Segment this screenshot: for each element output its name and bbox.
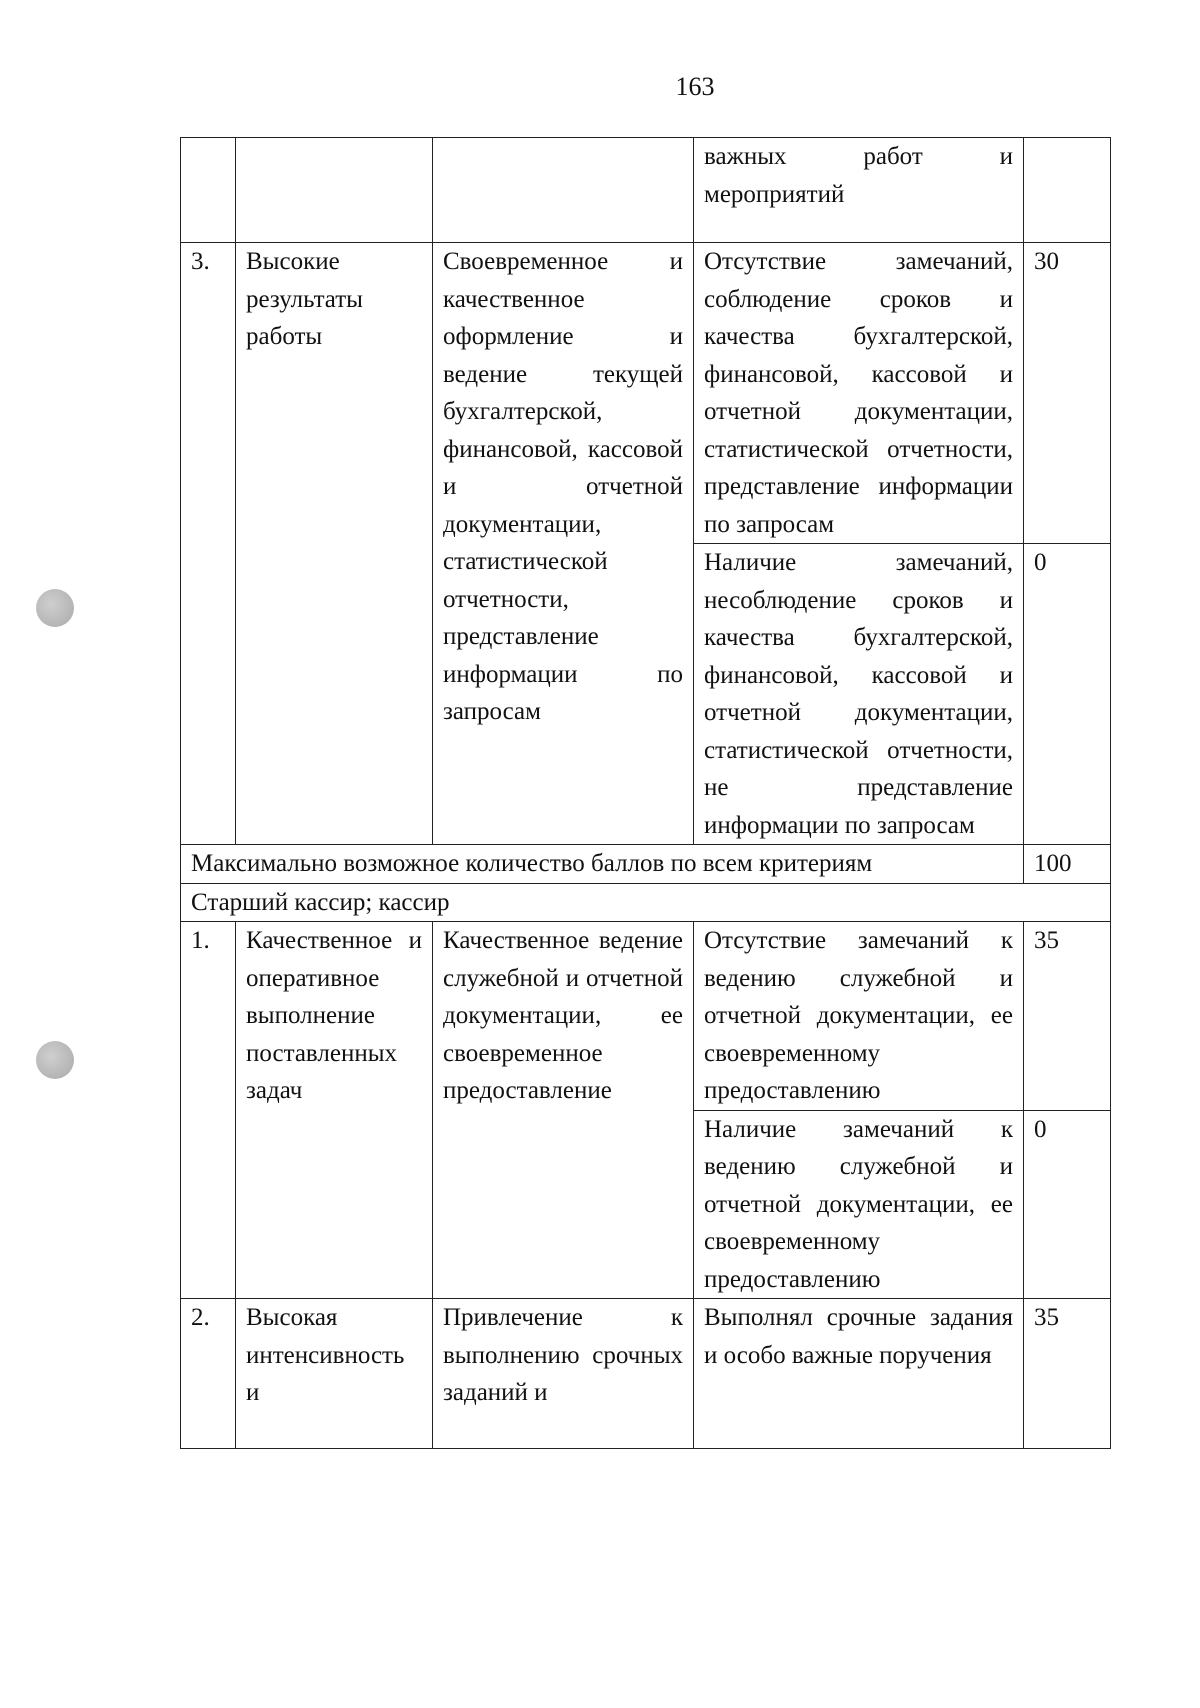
points-cell: 35 [1024,922,1111,1111]
indicator-cell: Наличие замечаний к ведению служебной и отчетной документации, ее своевременному предоставлению [694,1110,1024,1299]
points-cell: 0 [1024,1110,1111,1299]
criterion-cell: Высокая интенсивность и [236,1299,433,1449]
table-cell [433,138,694,243]
indicator-cell: Отсутствие замечаний к ведению служебной и отчетной документации, ее своевременному предоставлению [694,922,1024,1111]
points-cell: 35 [1024,1299,1111,1449]
description-cell: Своевременное и качественное оформление и ведение текущей бухгалтерской, финансовой, кассовой и отчетной документации, статистической отчетности, представление информации по запросам [433,243,694,845]
section-heading: Старший кассир; кассир [181,883,1111,922]
table-row [181,1299,1111,1449]
page-number: 163 [675,72,715,101]
indicator-cell: Отсутствие замечаний, соблюдение сроков и качества бухгалтерской, финансовой, кассовой и отчетной документации, статистической отчетности, представление информации по запросам [694,243,1024,544]
table-row [181,138,1111,243]
table-cell [181,138,236,243]
indicator-cell: Выполнял срочные задания и особо важные поручения [694,1299,1024,1449]
punch-hole-mark [36,1041,74,1079]
table-row [181,243,1111,544]
max-points-label: Максимально возможное количество баллов по всем критериям [181,845,1024,884]
points-cell: 30 [1024,243,1111,544]
item-number: 1. [181,922,236,1299]
description-cell: Качественное ведение служебной и отчетной документации, ее своевременное предоставление [433,922,694,1299]
criterion-cell: Высокие результаты работы [236,243,433,845]
description-cell: Привлечение к выполнению срочных заданий и [433,1299,694,1449]
indicator-cell: Наличие замечаний, несоблюдение сроков и качества бухгалтерской, финансовой, кассовой и отчетной документации, статистической отчетности, не представление информации по запросам [694,544,1024,845]
table-row [181,845,1111,884]
table-row [181,883,1111,922]
points-cell: 0 [1024,544,1111,845]
points-cell: 100 [1024,845,1111,884]
table-cell [1024,138,1111,243]
punch-hole-mark [36,589,74,627]
item-number: 3. [181,243,236,845]
criterion-cell: Качественное и оперативное выполнение поставленных задач [236,922,433,1299]
table-row [181,922,1111,1111]
indicator-cell: важных работ и мероприятий [694,138,1024,243]
criteria-table [180,137,1111,1449]
table-cell [236,138,433,243]
item-number: 2. [181,1299,236,1449]
